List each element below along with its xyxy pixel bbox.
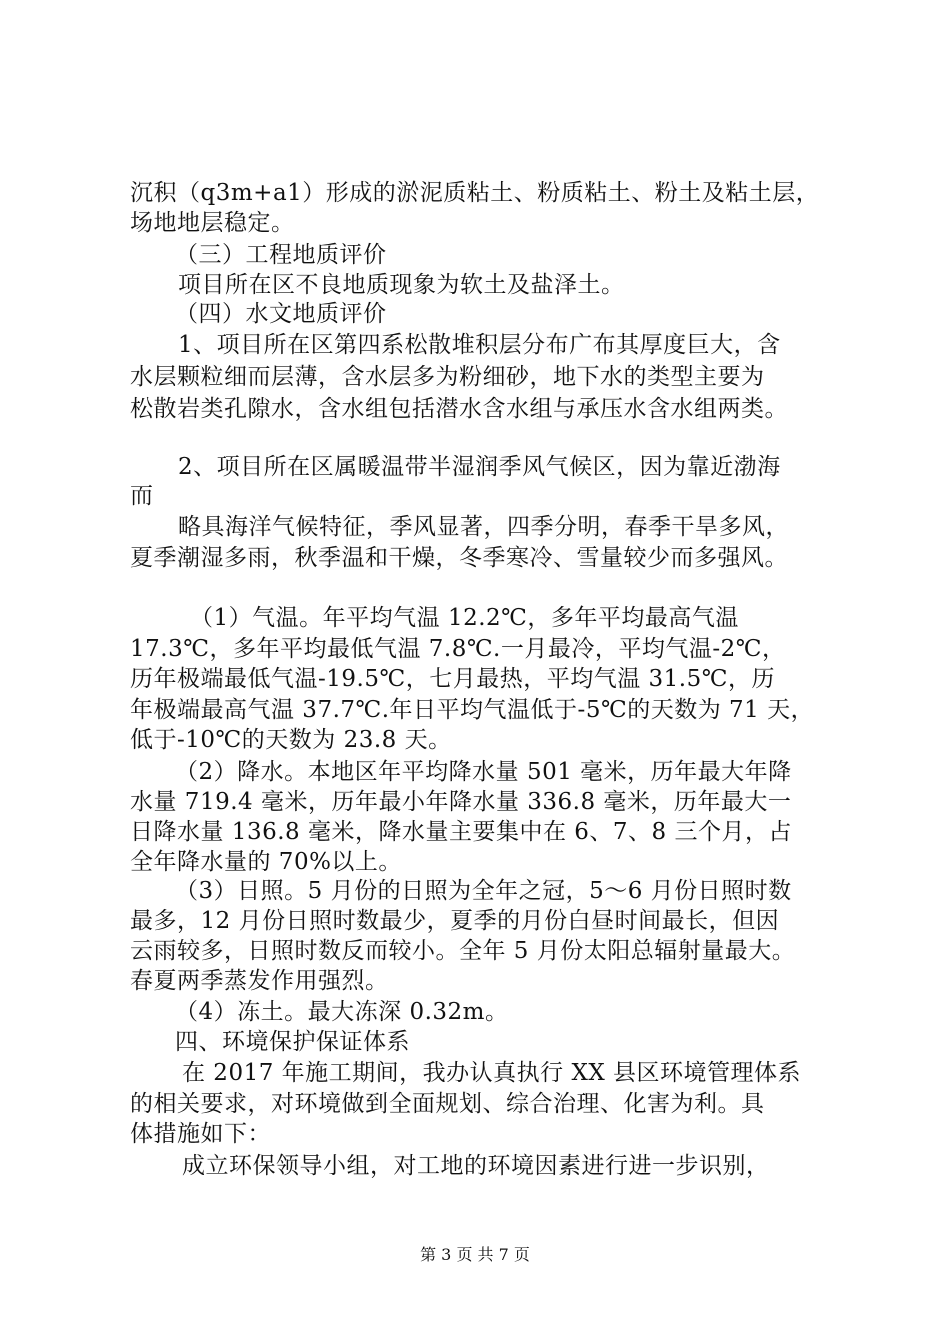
text-line: 2、项目所在区属暖温带半湿润季风气候区，因为靠近渤海 [178,454,781,480]
text-line: 体措施如下： [130,1121,271,1147]
section-heading: （三）工程地质评价 [175,242,387,268]
section-heading: （四）水文地质评价 [175,301,387,327]
text-line: 1、项目所在区第四系松散堆积层分布广布其厚度巨大，含 [178,332,781,358]
text-line: 年极端最高气温 37.7℃.年日平均气温低于-5℃的天数为 71 天， [130,697,815,723]
text-line: （2）降水。本地区年平均降水量 501 毫米，历年最大年降 [175,759,792,785]
text-line: 云雨较多，日照时数反而较小。全年 5 月份太阳总辐射量最大。 [130,938,796,964]
text-line: （1）气温。年平均气温 12.2℃，多年平均最高气温 [190,605,739,631]
text-line: （4）冻土。最大冻深 0.32m。 [175,999,509,1025]
text-line: 松散岩类孔隙水，含水组包括潜水含水组与承压水含水组两类。 [130,396,788,422]
text-line: 水量 719.4 毫米，历年最小年降水量 336.8 毫米，历年最大一 [130,789,792,815]
text-line: 春夏两季蒸发作用强烈。 [130,968,389,994]
page-number-footer: 第 3 页 共 7 页 [420,1245,530,1264]
text-line: 场地地层稳定。 [130,210,295,236]
text-line: 历年极端最低气温-19.5℃，七月最热，平均气温 31.5℃，历 [130,666,775,692]
text-line: 全年降水量的 70%以上。 [130,849,402,875]
text-line: （3）日照。5 月份的日照为全年之冠，5～6 月份日照时数 [175,878,792,904]
text-line: 的相关要求，对环境做到全面规划、综合治理、化害为利。具 [130,1091,765,1117]
text-line: 日降水量 136.8 毫米，降水量主要集中在 6、7、8 三个月，占 [130,819,792,845]
text-line: 项目所在区不良地质现象为软土及盐泽土。 [178,272,625,298]
text-line: 最多，12 月份日照时数最少，夏季的月份白昼时间最长，但因 [130,908,780,934]
text-line: 而 [130,483,154,509]
text-line: 沉积（q3m+a1）形成的淤泥质粘土、粉质粘土、粉土及粘土层， [130,180,820,206]
text-line: 略具海洋气候特征，季风显著，四季分明，春季干旱多风， [178,514,789,540]
text-line: 水层颗粒细而层薄，含水层多为粉细砂，地下水的类型主要为 [130,364,765,390]
text-line: 成立环保领导小组，对工地的环境因素进行进一步识别， [182,1153,770,1179]
text-line: 夏季潮湿多雨，秋季温和干燥，冬季寒冷、雪量较少而多强风。 [130,545,788,571]
section-heading: 四、环境保护保证体系 [175,1029,410,1055]
text-line: 17.3℃，多年平均最低气温 7.8℃.一月最冷，平均气温-2℃， [130,636,786,662]
text-line: 在 2017 年施工期间，我办认真执行 XX 县区环境管理体系 [182,1060,802,1086]
text-line: 低于-10℃的天数为 23.8 天。 [130,727,452,753]
